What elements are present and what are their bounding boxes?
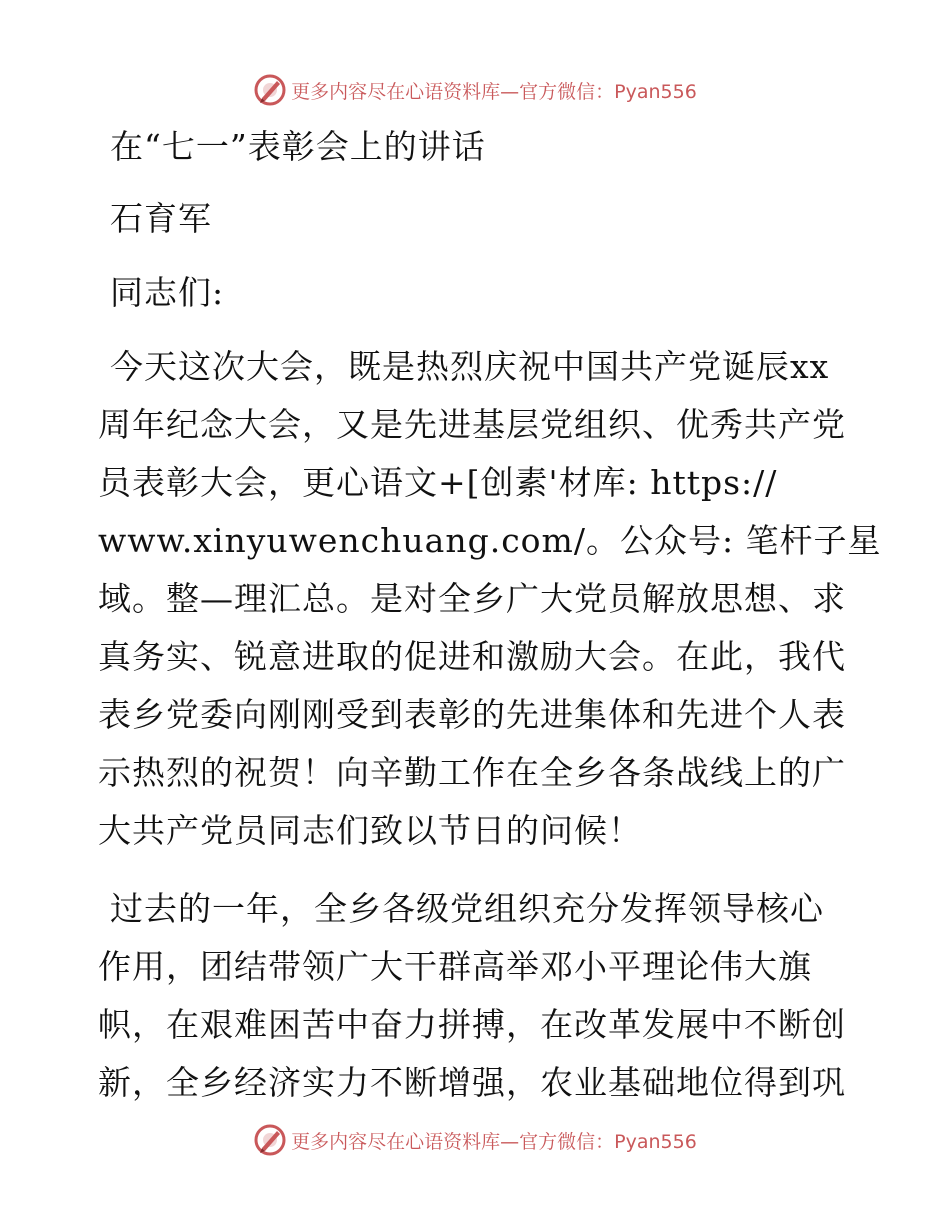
watermark-text: 更多内容尽在心语资料库—官方微信：Pyan556 bbox=[291, 80, 697, 103]
header-watermark-banner bbox=[0, 70, 950, 110]
paragraph-line: 员表彰大会，更心语文+[创素'材库: https:// bbox=[98, 463, 778, 502]
document-author: 石育军 bbox=[110, 199, 212, 238]
watermark-text: 更多内容尽在心语资料库—官方微信：Pyan556 bbox=[291, 1130, 697, 1153]
paragraph-line: 帜，在艰难困苦中奋力拼搏，在改革发展中不断创 bbox=[98, 1005, 846, 1044]
paragraph-1 bbox=[98, 338, 882, 860]
paragraph-line: 今天这次大会，既是热烈庆祝中国共产党诞辰xx bbox=[110, 347, 830, 386]
paragraph-line: 新，全乡经济实力不断增强，农业基础地位得到巩 bbox=[98, 1063, 846, 1102]
paragraph-line: 大共产党员同志们致以节日的问候！ bbox=[98, 811, 642, 850]
paragraph-line: 作用，团结带领广大干群高举邓小平理论伟大旗 bbox=[98, 947, 812, 986]
paragraph-line: 表乡党委向刚刚受到表彰的先进集体和先进个人表 bbox=[98, 695, 846, 734]
document-title: 在“七一”表彰会上的讲话 bbox=[110, 127, 486, 166]
paragraph-line: 示热烈的祝贺！向辛勤工作在全乡各条战线上的广 bbox=[98, 753, 846, 792]
paragraph-line: 过去的一年，全乡各级党组织充分发挥领导核心 bbox=[110, 889, 824, 928]
paragraph-line: 域。整—理汇总。是对全乡广大党员解放思想、求 bbox=[98, 579, 846, 618]
red-pen-seal-icon bbox=[253, 73, 287, 107]
greeting: 同志们: bbox=[110, 273, 225, 312]
paragraph-line: www.xinyuwenchuang.com/。公众号: 笔杆子星 bbox=[98, 521, 882, 560]
document-body bbox=[98, 118, 882, 1132]
footer-watermark-banner bbox=[0, 1120, 950, 1160]
paragraph-line: 真务实、锐意进取的促进和激励大会。在此，我代 bbox=[98, 637, 846, 676]
paragraph-2 bbox=[98, 880, 858, 1112]
red-pen-seal-icon bbox=[253, 1123, 287, 1157]
paragraph-line: 周年纪念大会，又是先进基层党组织、优秀共产党 bbox=[98, 405, 846, 444]
